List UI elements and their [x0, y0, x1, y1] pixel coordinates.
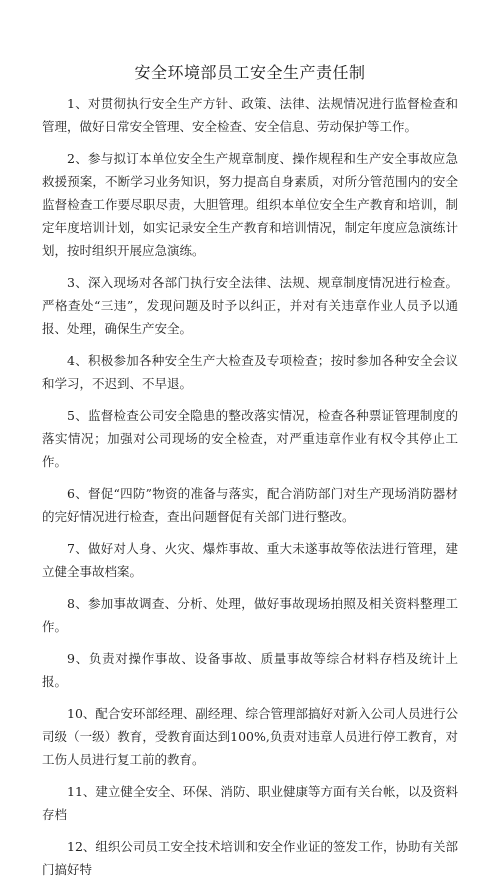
paragraph-11: 11、建立健全安全、环保、消防、职业健康等方面有关台帐，以及资料存档	[42, 784, 458, 822]
paragraph-8: 8、参加事故调查、分析、处理，做好事故现场拍照及相关资料整理工作。	[42, 596, 458, 634]
paragraph-5: 5、监督检查公司安全隐患的整改落实情况，检查各种票证管理制度的落实情况；加强对公司现场的安全检查，对严重违章作业有权令其停止工作。	[42, 408, 458, 469]
paragraph-4: 4、积极参加各种安全生产大检查及专项检查；按时参加各种安全会议和学习，不迟到、不早退。	[42, 353, 458, 391]
paragraph-7: 7、做好对人身、火灾、爆炸事故、重大未遂事故等依法进行管理，建立健全事故档案。	[42, 541, 458, 579]
paragraph-1: 1、对贯彻执行安全生产方针、政策、法律、法规情况进行监督检查和管理，做好日常安全管理、安全检查、安全信息、劳动保护等工作。	[42, 96, 458, 134]
paragraph-6: 6、督促“四防”物资的准备与落实，配合消防部门对生产现场消防器材的完好情况进行检查，查出问题督促有关部门进行整改。	[42, 486, 458, 524]
paragraph-3: 3、深入现场对各部门执行安全法律、法规、规章制度情况进行检查。严格查处“三违”，发现问题及时予以纠正，并对有关违章作业人员予以通报、处理，确保生产安全。	[42, 275, 458, 336]
paragraph-12: 12、组织公司员工安全技术培训和安全作业证的签发工作，协助有关部门搞好特	[42, 839, 458, 877]
paragraph-2: 2、参与拟订本单位安全生产规章制度、操作规程和生产安全事故应急救援预案，不断学习业务知识，努力提高自身素质，对所分管范围内的安全监督检查工作要尽职尽责，大胆管理。组织本单位安全生产教育和培训，制定年度培训计划，如实记录安全生产教育和培训情况，制定年度应急演练计划，按时组织开展应急演练。	[42, 151, 458, 258]
paragraph-9: 9、负责对操作事故、设备事故、质量事故等综合材料存档及统计上报。	[42, 651, 458, 689]
document-body	[42, 92, 458, 890]
paragraph-10: 10、配合安环部经理、副经理、综合管理部搞好对新入公司人员进行公司级（一级）教育，受教育面达到100%,负责对违章人员进行停工教育，对工伤人员进行复工前的教育。	[42, 706, 458, 767]
document-title: 安全环境部员工安全生产责任制	[134, 63, 366, 82]
